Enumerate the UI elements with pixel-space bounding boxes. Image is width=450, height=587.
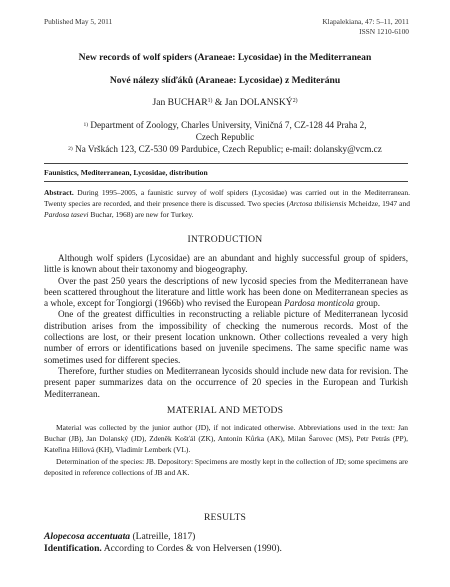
identification-text: According to Cordes & von Helversen (1990). <box>101 543 282 554</box>
author-separator: & <box>212 97 225 108</box>
heading-methods: MATERIAL AND METODS <box>166 405 284 416</box>
intro-paragraph-2 <box>44 276 408 310</box>
title-czech: Nové nálezy slíďáků (Araneae: Lycosidae) z Mediteránu <box>109 75 341 86</box>
affiliation-2-marker: 2) <box>68 145 73 152</box>
author-dolansky: Jan DOLANSKÝ <box>224 97 293 108</box>
journal-citation: Klapalekiana, 47: 5–11, 2011 <box>322 17 409 26</box>
affiliation-1-marker: 1) <box>83 121 89 128</box>
intro-paragraph-2-text-a: Over the past 250 years the descriptions of new lycosid species from the Mediterranean have been scattered throughout the literature and little work has been done on Mediterranean species as a whole, except for Tongiorgi (1966b) who revised the European <box>44 275 408 309</box>
species-author: (Latreille, 1817) <box>130 531 196 542</box>
affiliation-1 <box>0 120 450 130</box>
abstract-species-2: Pardosa tasevi <box>44 210 89 220</box>
introduction-body <box>44 253 408 400</box>
abstract-label: Abstract. <box>44 188 74 197</box>
identification-line <box>44 543 282 554</box>
species-name: Alopecosa accentuata <box>44 531 131 542</box>
affiliation-1-text: Department of Zoology, Charles University, Viničná 7, CZ-128 44 Praha 2, <box>88 120 367 130</box>
identification-label: Identification. <box>44 543 102 554</box>
author-line <box>0 97 450 108</box>
author-dolansky-affil: 2) <box>292 98 298 105</box>
keywords: Faunistics, Mediterranean, Lycosidae, distribution <box>44 168 208 177</box>
species-entry <box>44 531 195 542</box>
intro-paragraph-2-text-b: group. <box>353 298 380 309</box>
intro-paragraph-4: Therefore, further studies on Mediterranean lycosids should include new data for revision. The present paper summarizes data on the occurrence of 20 species in the European and Turkish Mediterranean. <box>44 365 408 399</box>
methods-body <box>44 422 408 478</box>
issn: ISSN 1210-6100 <box>359 27 409 36</box>
divider-top <box>44 163 408 164</box>
author-buchar: Jan BUCHAR <box>152 97 208 108</box>
methods-paragraph-1: Material was collected by the junior author (JD), if not indicated otherwise. Abbreviations used in the text: Jan Buchar (JB), Jan Dolanský (JD), Zdeněk Košťál (ZK), Antonín Kůrka (AK), Milan Šarovec (MS), Petr Petrás (PP), Kateřina Hillová (KH), Vladimír Lemberk (VL). <box>44 423 408 455</box>
publication-date: Published May 5, 2011 <box>44 17 113 26</box>
heading-results: RESULTS <box>203 512 247 523</box>
intro-paragraph-2-species: Pardosa monticola <box>284 298 354 309</box>
intro-paragraph-3: One of the greatest difficulties in reconstructing a reliable picture of Mediterranean lycosid distribution arises from the impossibility of checking the numerous records. Most of the collections are lost, or their present location unknown. Other collections revealed a very high number of errors or identifications based on juvenile specimens. The same specific name was sometimes used for different species. <box>44 309 408 365</box>
affiliation-2-text: Na Vrškách 123, CZ-530 09 Pardubice, Czech Republic; e-mail: dolansky@vcm.cz <box>72 144 382 154</box>
title-english: New records of wolf spiders (Araneae: Lycosidae) in the Mediterranean <box>78 52 372 63</box>
abstract-text-2: Mcheidze, 1947 and <box>346 199 411 209</box>
intro-paragraph-1: Although wolf spiders (Lycosidae) are an abundant and highly successful group of spiders, little is known about their taxonomy and biogeography. <box>44 253 408 275</box>
divider-bottom <box>44 181 408 182</box>
abstract-text-3: Buchar, 1968) are new for Turkey. <box>88 210 194 220</box>
author-buchar-affil: 1) <box>207 98 213 105</box>
abstract <box>44 187 410 221</box>
heading-introduction: INTRODUCTION <box>187 234 263 245</box>
affiliation-2 <box>0 144 450 154</box>
abstract-species-1: Arctosa tbilisiensis <box>289 199 347 209</box>
methods-paragraph-2: Determination of the species: JB. Depository: Specimens are mostly kept in the collection of JD; some specimens are deposited in reference collections of JB and AK. <box>44 456 408 477</box>
abstract-text-1: During 1995–2005, a faunistic survey of wolf spiders (Lycosidae) was carried out in the Mediterranean. Twenty species are recorded, and their presence there is discussed. Two species ( <box>44 188 410 209</box>
affiliation-1-country: Czech Republic <box>195 132 255 142</box>
